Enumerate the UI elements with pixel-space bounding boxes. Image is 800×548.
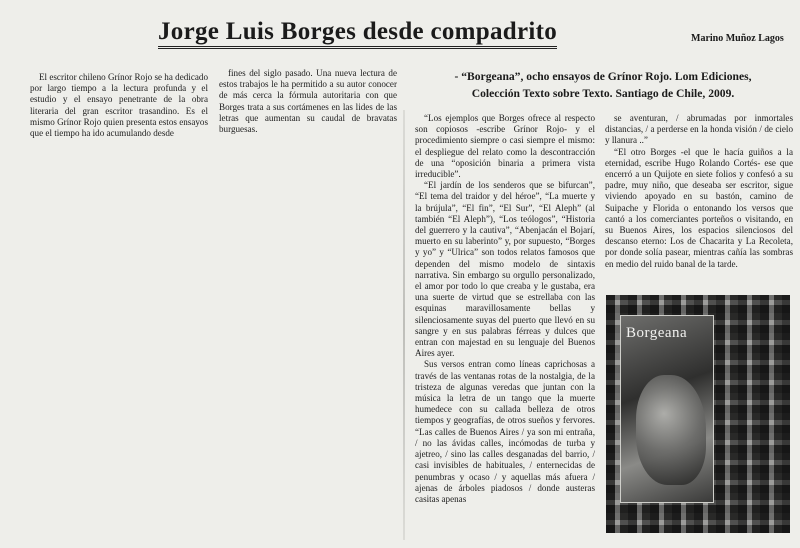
paragraph: Sus versos entran como líneas caprichosas a través de las ventanas rotas de la nostalgia, de la tristeza de algunas veredas que juntan con la música la letra de un tango que la muerte humedece con su callada belleza de otros tiempos y geografías, de otros sueños y fervores. “Las calles de Buenos Aires / ya son mi entraña, / no las ávidas calles, incómodas de turba y ajetreo, / sino las calles desganadas del barrio, / casi invisibles de habituales, / enternecidas de penumbras y ocaso / y aquellas más afuera / ajenas de árboles piadosos / donde austeras casitas apenas — [415, 359, 595, 504]
column-2 — [219, 68, 397, 135]
paragraph: “Los ejemplos que Borges ofrece al respecto son copiosos -escribe Grínor Rojo- y el procedimiento siempre o casi siempre el mismo: el despliegue del relato como la descontracción de una “oposición binaria a primera vista irreducible”. — [415, 113, 595, 180]
borges-portrait-image — [636, 375, 706, 485]
page-fold-divider — [403, 110, 405, 540]
column-1 — [30, 72, 208, 139]
paragraph: El escritor chileno Grínor Rojo se ha dedicado por largo tiempo a la lectura profunda y el estudio y el ensayo penetrante de la obra literaria del gran escritor trasandino. Es el mismo Grínor Rojo quien presenta estos ensayos que el tiempo ha ido acumulando desde — [30, 72, 208, 139]
column-3 — [415, 113, 595, 505]
paragraph: se aventuran, / abrumadas por inmortales distancias, / a perderse en la honda visión / de cielo y llanura ..” — [605, 113, 793, 146]
article-byline: Marino Muñoz Lagos — [691, 33, 784, 44]
book-cover-title: Borgeana — [626, 325, 688, 341]
book-reference-line-1: - “Borgeana”, ocho ensayos de Grínor Rojo. Lom Ediciones, — [454, 70, 752, 83]
paragraph: “El jardín de los senderos que se bifurcan”, “El tema del traidor y del héroe”, “La muerte y la brújula”, “El fin”, “El Sur”, “El Aleph” (al también “El Aleph”), “Los teólogos”, “Historia del guerrero y la cautiva”, “Abenjacán el Bojarí, muerto en su laberinto” y, por supuesto, “Borges y yo” y “Ulrica” son todos relatos famosos que dependen del mismo modelo de sintaxis narrativa. Sin embargo su orgullo personalizado, el amor por todo lo que creaba y le gustaba, era una suerte de virtud que se estrellaba con las esquinas maravillosamente bellas y silenciosamente suyas del puerto que llevó en su sangre y en sus palabras férreas y dulces que entran con majestad en su lenguaje del Buenos Aires ayer. — [415, 180, 595, 359]
article-headline: Jorge Luis Borges desde compadrito — [158, 18, 557, 49]
book-reference — [413, 68, 793, 102]
book-reference-line-2: Colección Texto sobre Texto. Santiago de Chile, 2009. — [471, 87, 735, 100]
paragraph: fines del siglo pasado. Una nueva lectura de estos trabajos le ha permitido a su autor conocer de más cerca la fórmula autoritaria con que Borges trata a sus cortámenes en las lides de las letras que aumentan su caudal de bravatas burguesas. — [219, 68, 397, 135]
column-4 — [605, 113, 793, 270]
paragraph: “El otro Borges -el que le hacía guiños a la eternidad, escribe Hugo Rolando Cortés- ese que encerró a un Quijote en siete folios y confesó a su padre, muy niño, que deseaba ser escritor, sigue viviendo apoyado en su bastón, camino de Suipache y Florida o entonando los versos que cantó a los comerciantes porteños o visitando, en su Buenos Aires, los espacios silenciosos del descanso eterno: Los de Chacarita y La Recoleta, por donde solía pasear, mientras cañía las sombras en medio del ruido banal de la tarde. — [605, 146, 793, 269]
book-cover-image — [606, 295, 790, 533]
